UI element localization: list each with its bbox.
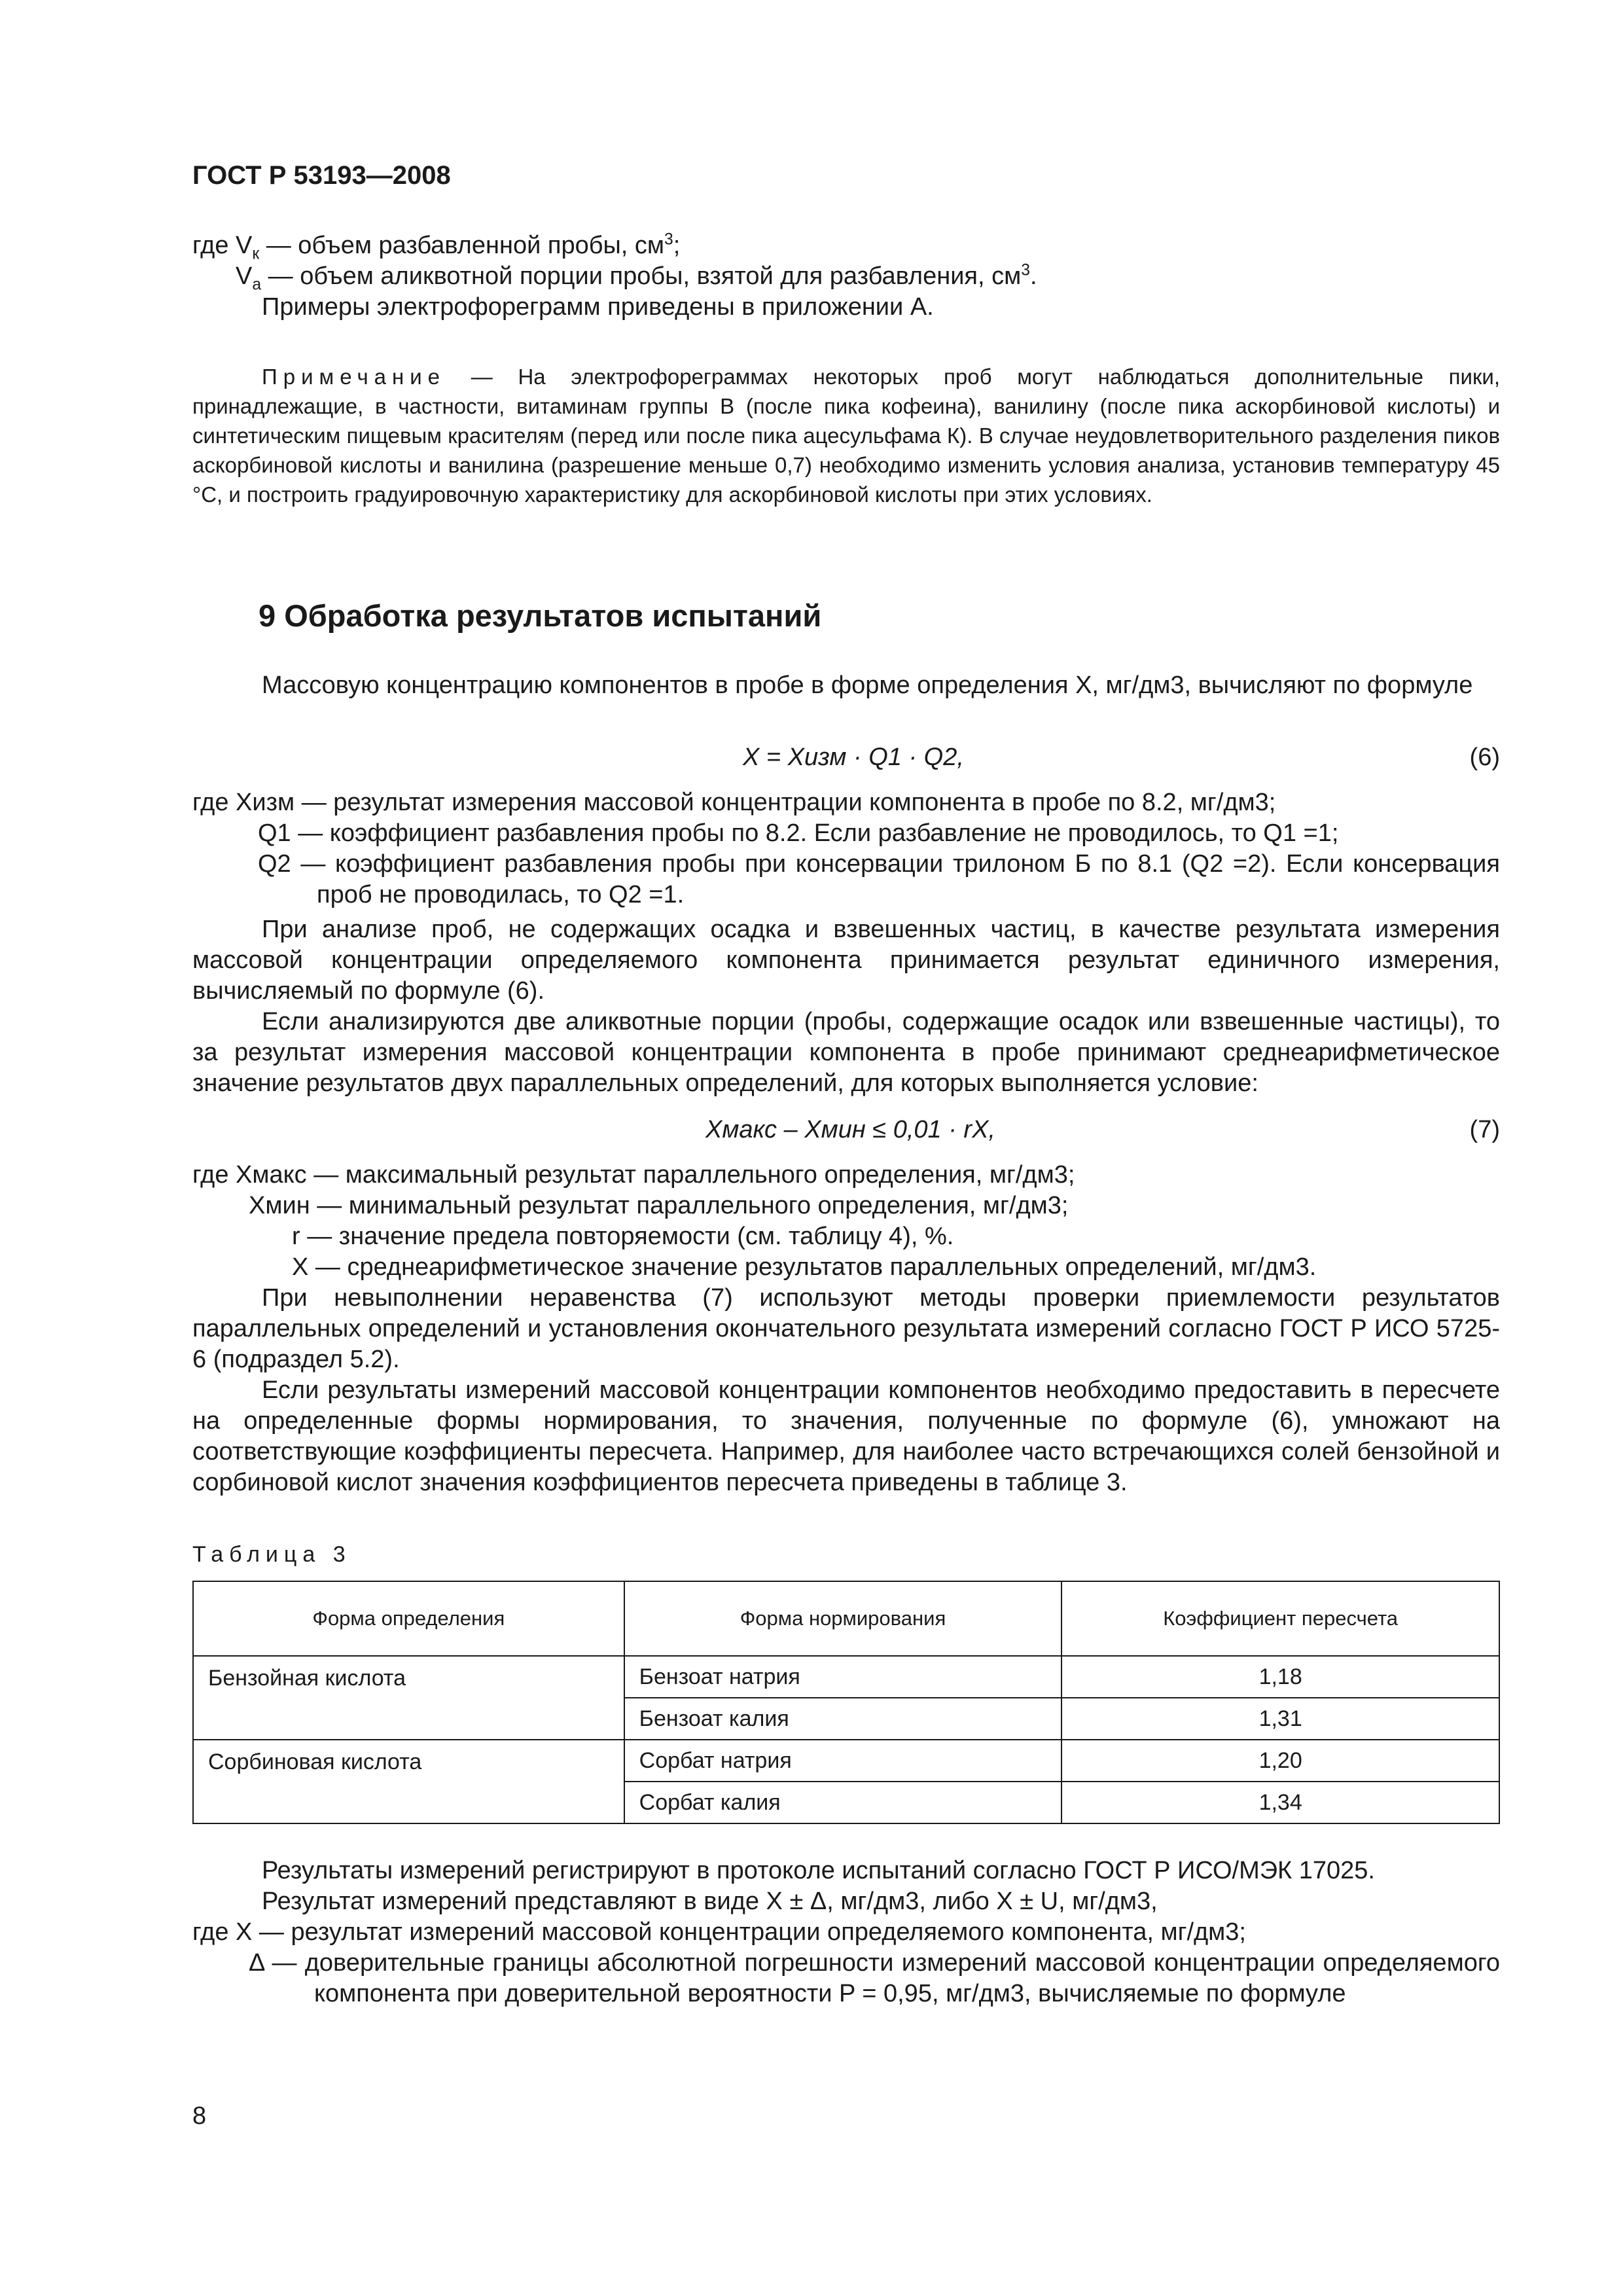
table-cell-form: Сорбат калия: [624, 1782, 1062, 1823]
definition-vk: где $V_к$ — объем разбавленной пробы, $см^3$;: [192, 230, 681, 263]
table-row: [193, 1740, 1499, 1782]
table-caption: Таблица 3: [192, 1542, 351, 1567]
definition-q2: Q2 — коэффициент разбавления пробы при консервации трилоном Б по 8.1 (Q2 =2). Если консервация проб не проводилась, то Q2 =1.: [258, 850, 1500, 908]
paragraph-protocol: Результаты измерений регистрируют в протоколе испытаний согласно ГОСТ Р ИСО/МЭК 17025.: [262, 1857, 1375, 1884]
definition-r: r — значение предела повторяемости (см. таблицу 4), %.: [292, 1223, 954, 1250]
table-cell-coef: 1,18: [1061, 1656, 1499, 1698]
paragraph-two-aliquots: Если анализируются две аликвотные порции (пробы, содержащие осадок или взвешенные частицы), то за результат измерения массовой концентрации компонента в пробе принимают среднеарифметическое значение результатов двух параллельных определений, для которых выполняется условие:: [192, 1008, 1500, 1097]
table-header-cell: Коэффициент пересчета: [1061, 1581, 1499, 1656]
definition-xizm: где Xизм — результат измерения массовой концентрации компонента в пробе по 8.2, мг/дм3;: [192, 789, 1276, 816]
definition-xmin: Xмин — минимальный результат параллельного определения, мг/дм3;: [249, 1192, 1069, 1219]
examples-reference: Примеры электрофореграмм приведены в приложении А.: [262, 293, 934, 321]
definition-va: $V_а$ — объем аликвотной порции пробы, взятой для разбавления, $см^3$.: [236, 261, 1037, 294]
paragraph-single-measurement: При анализе проб, не содержащих осадка и взвешенных частиц, в качестве результата измерения массовой концентрации определяемого компонента принимается результат единичного измерения, вычисляемый по формуле (6).: [192, 916, 1500, 1005]
definition-x-mean: X — среднеарифметическое значение результатов параллельных определений, мг/дм3.: [292, 1253, 1317, 1281]
note-text: — На электрофореграммах некоторых проб могут наблюдаться дополнительные пики, принадлежащие, в частности, витаминам группы В (после пика кофеина), ванилину (после пика аскорбиновой кислоты) и синтетическим пищевым красителям (перед или после пика ацесульфама К). В случае неудовлетворительного разделения пиков аскорбиновой кислоты и ванилина (разрешение меньше 0,7) необходимо изменить условия анализа, установив температуру 45 °С, и построить градуировочную характеристику для аскорбиновой кислоты при этих условиях.: [192, 365, 1501, 507]
table-cell-coef: 1,34: [1061, 1782, 1499, 1823]
note-paragraph: [192, 362, 1500, 509]
definition-x-result: где X — результат измерений массовой концентрации определяемого компонента, мг/дм3;: [192, 1918, 1246, 1946]
note-label: Примечание: [262, 365, 446, 389]
table-cell-form: Бензоат натрия: [624, 1656, 1062, 1698]
table-cell-form: Бензоат калия: [624, 1698, 1062, 1740]
table-cell-coef: 1,31: [1061, 1698, 1499, 1740]
table-cell-form: Сорбат натрия: [624, 1740, 1062, 1782]
conversion-table: [192, 1581, 1500, 1824]
paragraph-conversion: Если результаты измерений массовой концентрации компонентов необходимо предоставить в пересчете на определенные формы нормирования, то значения, полученные по формуле (6), умножают на соответствующие коэффициенты пересчета. Например, для наиболее часто встречающихся солей бензойной и сорбиновой кислот значения коэффициентов пересчета приведены в таблице 3.: [192, 1376, 1500, 1496]
formula-7-number: (7): [1469, 1116, 1500, 1143]
table-cell-group: Бензойная кислота: [193, 1656, 624, 1740]
table-cell-coef: 1,20: [1061, 1740, 1499, 1782]
page-number: 8: [192, 2102, 207, 2130]
paragraph-formula-intro: Массовую концентрацию компонентов в пробе в форме определения X, мг/дм3, вычисляют по формуле: [262, 672, 1473, 699]
document-header: ГОСТ Р 53193—2008: [192, 161, 451, 190]
table-header-cell: Форма определения: [193, 1581, 624, 1656]
definition-q1: Q1 — коэффициент разбавления пробы по 8.2. Если разбавление не проводилось, то Q1 =1;: [258, 819, 1339, 847]
formula-6: X = Xизм · Q1 · Q2,: [743, 744, 964, 771]
table-row: [193, 1656, 1499, 1698]
paragraph-inequality-failure: При невыполнении неравенства (7) используют методы проверки приемлемости результатов параллельных определений и установления окончательного результата измерений согласно ГОСТ Р ИСО 5725-6 (подраздел 5.2).: [192, 1284, 1500, 1373]
table-header-cell: Форма нормирования: [624, 1581, 1062, 1656]
definition-xmaks: где Xмакс — максимальный результат параллельного определения, мг/дм3;: [192, 1161, 1075, 1189]
table-cell-group: Сорбиновая кислота: [193, 1740, 624, 1823]
table-header-row: [193, 1581, 1499, 1656]
definition-delta: Δ — доверительные границы абсолютной погрешности измерений массовой концентрации определяемого компонента при доверительной вероятности P = 0,95, мг/дм3, вычисляемые по формуле: [249, 1949, 1500, 2007]
formula-7: Xмакс – Xмин ≤ 0,01 · rX,: [705, 1116, 995, 1143]
section-title: 9 Обработка результатов испытаний: [259, 598, 822, 633]
formula-6-number: (6): [1469, 744, 1500, 771]
paragraph-result-form: Результат измерений представляют в виде X ± Δ, мг/дм3, либо X ± U, мг/дм3,: [262, 1888, 1158, 1915]
